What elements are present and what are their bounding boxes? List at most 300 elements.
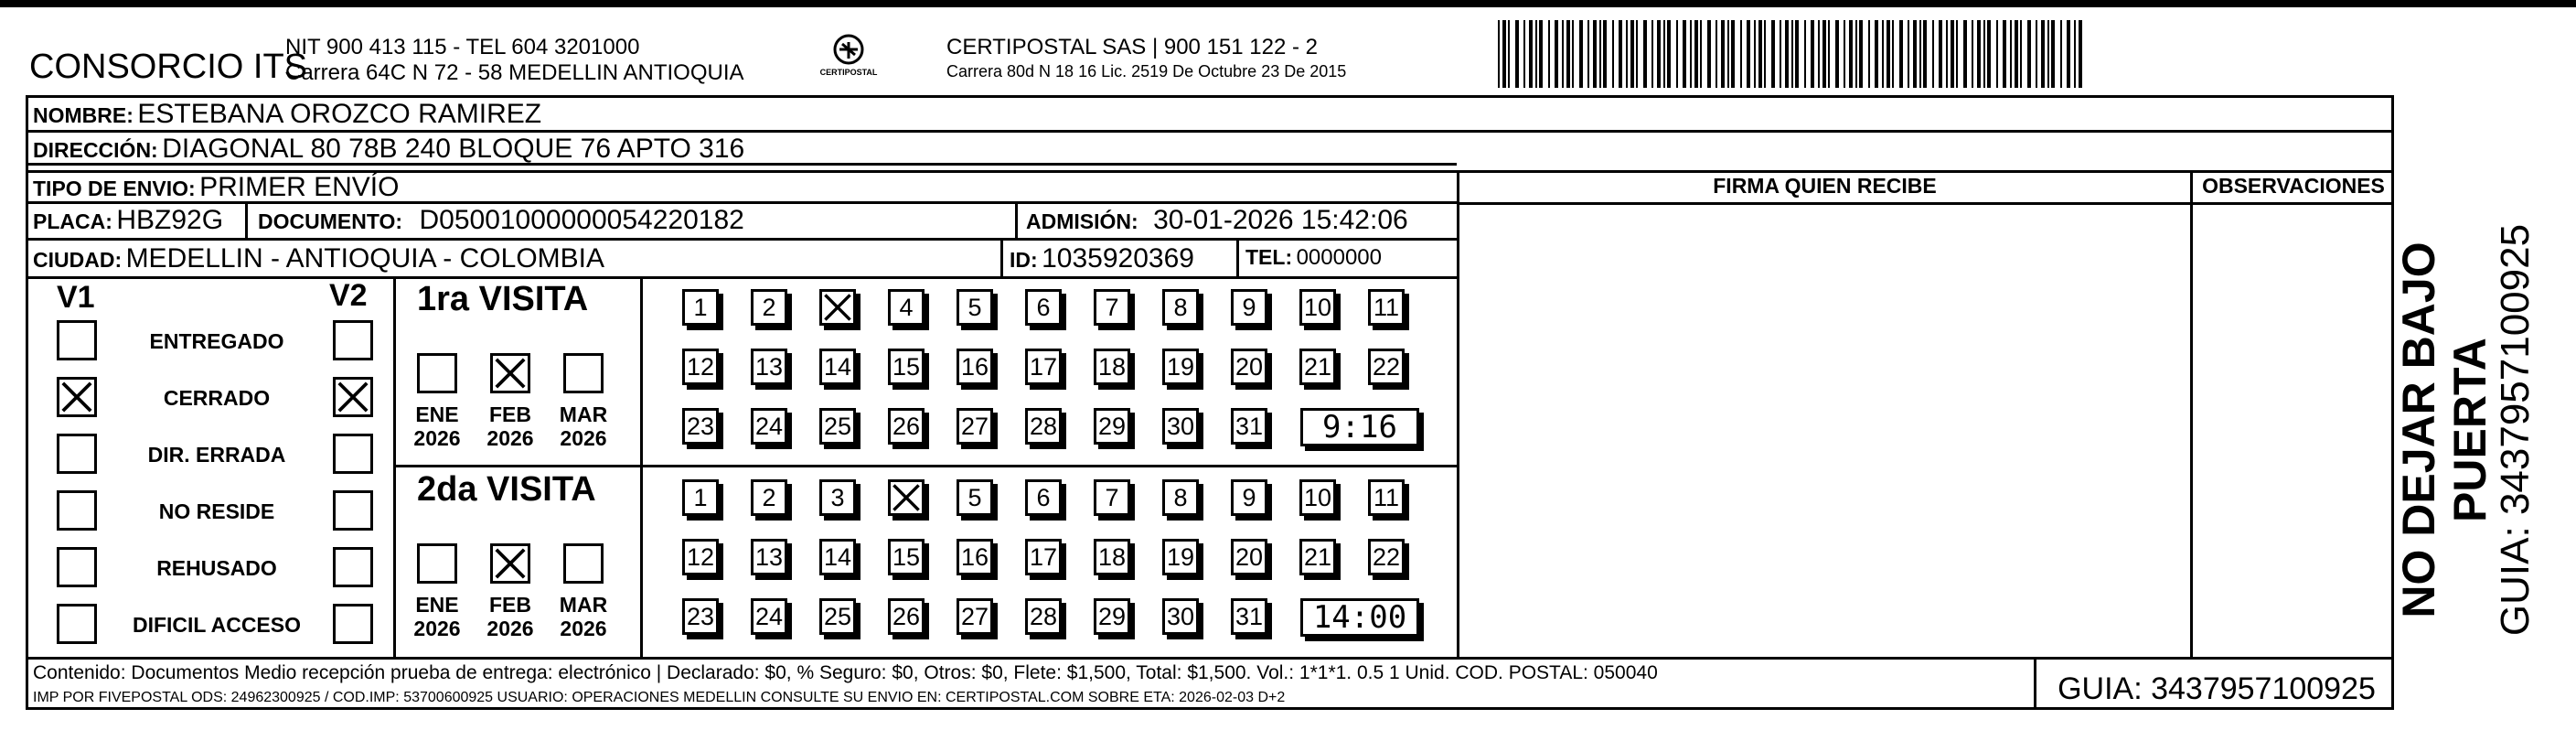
barcode-bar: [1535, 20, 1537, 88]
barcode-bar: [1859, 20, 1863, 88]
day-number: 24: [754, 603, 784, 630]
no-dejar-warning: NO DEJAR BAJO PUERTA: [2393, 242, 2496, 618]
day-box[interactable]: [751, 408, 787, 445]
barcode-bar: [1835, 20, 1839, 88]
visit-time-box[interactable]: 9:16: [1300, 408, 1419, 446]
barcode-bar: [1694, 20, 1698, 88]
barcode-bar: [1956, 20, 1958, 88]
row-sep: [26, 276, 1457, 279]
x-checkmark-icon: [493, 356, 528, 391]
day-number: 20: [1235, 543, 1264, 571]
day-number: 12: [686, 353, 715, 381]
day-number: 12: [686, 543, 715, 571]
barcode-bar: [1987, 20, 1991, 88]
barcode-bar: [1951, 20, 1954, 88]
company-nit: NIT 900 413 115 - TEL 604 3201000: [285, 35, 640, 59]
day-box[interactable]: [1162, 349, 1199, 385]
day-number: 17: [1029, 353, 1058, 381]
barcode-bar: [1515, 20, 1519, 88]
month-checkbox[interactable]: [563, 353, 604, 393]
barcode-bar: [2051, 20, 2055, 88]
placa-value: HBZ92G: [116, 205, 224, 235]
day-box[interactable]: [1162, 479, 1199, 516]
day-number: 10: [1303, 294, 1332, 321]
x-checkmark-icon: [891, 482, 922, 513]
day-number: 23: [686, 603, 715, 630]
x-checkmark-icon: [493, 546, 528, 581]
barcode-bar: [1791, 20, 1793, 88]
day-box[interactable]: [682, 349, 719, 385]
day-number: 15: [892, 543, 921, 571]
admision-value: 30-01-2026 15:42:06: [1153, 205, 1408, 235]
day-box[interactable]: [819, 408, 856, 445]
barcode-bar: [1579, 20, 1583, 88]
day-box[interactable]: [751, 598, 787, 635]
day-box[interactable]: [751, 479, 787, 516]
v1-checkbox[interactable]: [57, 547, 97, 587]
barcode-bar: [1498, 20, 1500, 88]
day-box[interactable]: [751, 539, 787, 575]
day-box[interactable]: [1162, 539, 1199, 575]
barcode-bar: [1740, 20, 1742, 88]
row-sep: [26, 238, 1457, 241]
barcode-bar: [1919, 20, 1921, 88]
placa-label: PLACA:: [33, 209, 112, 233]
barcode-bar: [1764, 20, 1766, 88]
v2-checkbox[interactable]: [333, 547, 373, 587]
barcode-bar: [1747, 20, 1750, 88]
barcode-bar: [1963, 20, 1967, 88]
month-caption: [556, 593, 611, 640]
day-number: 13: [754, 353, 784, 381]
barcode-bar: [1508, 20, 1510, 88]
day-box[interactable]: [888, 408, 925, 445]
barcode-bar: [1727, 20, 1729, 88]
day-number: 2: [762, 484, 776, 511]
tipo-row: [33, 172, 399, 203]
day-box[interactable]: [682, 598, 719, 635]
placa-row: [33, 205, 223, 236]
day-number: 26: [892, 413, 921, 440]
day-box[interactable]: [751, 349, 787, 385]
day-box[interactable]: [1025, 289, 1062, 326]
observaciones-header: OBSERVACIONES: [2202, 174, 2385, 198]
day-box[interactable]: [819, 479, 856, 516]
day-number: 3: [830, 484, 845, 511]
barcode-bar: [1868, 20, 1870, 88]
barcode-bar: [1849, 20, 1853, 88]
day-box[interactable]: [888, 479, 925, 516]
day-number: 4: [899, 294, 914, 321]
barcode-bar: [1548, 20, 1550, 88]
status-label: DIFICIL ACCESO: [132, 613, 301, 637]
col-sep: [1236, 240, 1239, 276]
tipo-value: PRIMER ENVÍO: [199, 172, 400, 202]
day-number: 5: [967, 294, 982, 321]
certipostal-logo: [812, 31, 885, 88]
day-number: 21: [1303, 543, 1332, 571]
month-label: ENE: [415, 403, 459, 426]
barcode-bar: [1630, 20, 1634, 88]
barcode-bar: [2060, 20, 2062, 88]
visit-title: 2da VISITA: [417, 470, 596, 509]
day-number: 18: [1097, 543, 1127, 571]
day-number: 16: [960, 353, 989, 381]
month-checkbox[interactable]: [563, 543, 604, 584]
month-label: FEB: [489, 403, 531, 426]
barcode-bar: [1636, 20, 1638, 88]
day-number: 27: [960, 413, 989, 440]
barcode-bar: [1676, 20, 1678, 88]
barcode-bar: [1811, 20, 1814, 88]
month-caption: [556, 403, 611, 450]
day-box[interactable]: [1094, 349, 1130, 385]
year-label: 2026: [560, 426, 607, 450]
barcode-bar: [1707, 20, 1711, 88]
barcode-bar: [1932, 20, 1934, 88]
barcode-bar: [2041, 20, 2045, 88]
status-label: ENTREGADO: [149, 329, 284, 353]
day-box[interactable]: [888, 349, 925, 385]
day-box[interactable]: [819, 539, 856, 575]
barcode-bar: [1529, 20, 1533, 88]
barcode-bar: [1804, 20, 1806, 88]
month-caption: [483, 593, 538, 640]
day-number: 2: [762, 294, 776, 321]
day-number: 7: [1105, 294, 1119, 321]
col-header-sep: [1457, 202, 2394, 205]
barcode-bar: [2079, 20, 2082, 88]
col-sep: [1000, 240, 1003, 276]
barcode-bar: [2074, 20, 2076, 88]
day-box[interactable]: [1368, 349, 1405, 385]
barcode-bar: [2020, 20, 2022, 88]
v1-checkbox[interactable]: [57, 604, 97, 644]
day-box[interactable]: [957, 539, 993, 575]
documento-row: [258, 205, 744, 236]
months-sep: [640, 276, 643, 657]
day-box[interactable]: [1094, 539, 1130, 575]
barcode-bar: [1683, 20, 1686, 88]
year-label: 2026: [413, 426, 461, 450]
day-box[interactable]: [1368, 539, 1405, 575]
barcode-bar: [1780, 20, 1781, 88]
firma-header: FIRMA QUIEN RECIBE: [1713, 174, 1937, 198]
day-box[interactable]: [1025, 479, 1062, 516]
tel-row: [1245, 245, 1382, 271]
month-checkbox[interactable]: [490, 543, 530, 584]
barcode-bar: [1887, 20, 1890, 88]
col-sep-firma: [1457, 170, 1459, 657]
month-caption: [410, 403, 465, 450]
day-box[interactable]: [1162, 598, 1199, 635]
x-checkmark-icon: [59, 380, 94, 414]
month-checkbox[interactable]: [490, 353, 530, 393]
v2-checkbox[interactable]: [333, 377, 373, 417]
footer-contenido: Contenido: Documentos Medio recepción prueba de entrega: electrónico | Declarado: $0, % Seguro: $0, Otros: $0, Flete: $1,500, Total: $1,500. Vol.: 1*1*1. 0.5 1 Unid. COD. POSTAL: 050040: [33, 662, 1658, 683]
day-box[interactable]: [1094, 289, 1130, 326]
barcode-bar: [2036, 20, 2037, 88]
day-number: 16: [960, 543, 989, 571]
col-sep-obs: [2190, 170, 2193, 657]
barcode-bar: [1502, 20, 1506, 88]
certipostal-logo-icon: [812, 31, 885, 88]
barcode-bar: [1555, 20, 1558, 88]
day-box[interactable]: [751, 289, 787, 326]
barcode-bar: [1562, 20, 1564, 88]
month-label: ENE: [415, 593, 459, 617]
day-number: 15: [892, 353, 921, 381]
v2-checkbox[interactable]: [333, 320, 373, 360]
documento-label: DOCUMENTO:: [258, 209, 403, 233]
day-box[interactable]: [957, 349, 993, 385]
day-number: 11: [1373, 294, 1400, 321]
day-number: 10: [1303, 484, 1332, 511]
barcode-bar: [1716, 20, 1717, 88]
day-box[interactable]: [1231, 479, 1267, 516]
day-box[interactable]: [1231, 289, 1267, 326]
month-label: MAR: [559, 593, 608, 617]
status-label: NO RESIDE: [158, 499, 275, 523]
barcode-bar: [1667, 20, 1671, 88]
v2-checkbox[interactable]: [333, 434, 373, 474]
direccion-label: DIRECCIÓN:: [33, 138, 158, 162]
side-text: [2393, 146, 2576, 695]
barcode-icon: [1498, 20, 2083, 88]
col-sep: [1015, 203, 1018, 238]
day-box[interactable]: [957, 289, 993, 326]
barcode-bar: [2010, 20, 2012, 88]
carrier-address: Carrera 80d N 18 16 Lic. 2519 De Octubre 23 De 2015: [946, 62, 1347, 81]
month-label: FEB: [489, 593, 531, 617]
carrier-name: CERTIPOSTAL SAS | 900 151 122 - 2: [946, 35, 1318, 59]
v1-checkbox[interactable]: [57, 490, 97, 531]
day-box[interactable]: [888, 598, 925, 635]
row-sep: [26, 657, 2394, 660]
day-box[interactable]: [819, 598, 856, 635]
day-box[interactable]: [1094, 408, 1130, 445]
nombre-value: ESTEBANA OROZCO RAMIREZ: [137, 99, 542, 129]
day-box[interactable]: [957, 479, 993, 516]
ciudad-value: MEDELLIN - ANTIOQUIA - COLOMBIA: [125, 243, 604, 274]
barcode-bar: [1603, 20, 1607, 88]
direccion-value: DIAGONAL 80 78B 240 BLOQUE 76 APTO 316: [162, 134, 745, 164]
day-box[interactable]: [1231, 349, 1267, 385]
day-number: 29: [1097, 603, 1127, 630]
day-number: 11: [1373, 484, 1400, 511]
v1-checkbox[interactable]: [57, 434, 97, 474]
status-label: DIR. ERRADA: [147, 443, 286, 467]
day-number: 7: [1105, 484, 1119, 511]
day-number: 27: [960, 603, 989, 630]
day-number: 18: [1097, 353, 1127, 381]
v2-checkbox[interactable]: [333, 490, 373, 531]
month-checkbox[interactable]: [417, 543, 457, 584]
barcode-bar: [1892, 20, 1894, 88]
day-box[interactable]: [1025, 539, 1062, 575]
barcode-bar: [1626, 20, 1628, 88]
barcode-bar: [1523, 20, 1525, 88]
day-box[interactable]: [1299, 289, 1336, 326]
footer-guia: GUIA: 3437957100925: [2058, 671, 2376, 706]
ciudad-label: CIUDAD:: [33, 248, 123, 272]
barcode-bar: [1946, 20, 1948, 88]
barcode-bar: [1754, 20, 1756, 88]
ciudad-row: [33, 243, 604, 274]
year-label: 2026: [486, 426, 534, 450]
admision-label: ADMISIÓN:: [1026, 209, 1138, 233]
year-label: 2026: [413, 617, 461, 640]
visit-sep: [393, 465, 1457, 467]
v1-checkbox[interactable]: [57, 320, 97, 360]
barcode-bar: [1700, 20, 1702, 88]
barcode-bar: [1828, 20, 1830, 88]
barcode-bar: [1882, 20, 1884, 88]
barcode-bar: [1795, 20, 1799, 88]
barcode-bar: [1690, 20, 1692, 88]
barcode-bar: [1899, 20, 1903, 88]
day-box[interactable]: [682, 408, 719, 445]
barcode-bar: [1844, 20, 1845, 88]
footer-imp: IMP POR FIVEPOSTAL ODS: 24962300925 / COD.IMP: 53700600925 USUARIO: OPERACIONES MEDELLIN CONSULTE SU ENVIO EN: CERTIPOSTAL.COM SOBRE ETA: 2026-02-03 D+2: [33, 690, 1286, 705]
barcode-bar: [2015, 20, 2018, 88]
barcode-bar: [1657, 20, 1661, 88]
day-number: 9: [1242, 484, 1256, 511]
day-box[interactable]: [1368, 289, 1405, 326]
barcode-bar: [1972, 20, 1973, 88]
nombre-label: NOMBRE:: [33, 103, 134, 127]
day-box[interactable]: [1094, 598, 1130, 635]
day-box[interactable]: [1231, 539, 1267, 575]
day-box[interactable]: [1162, 408, 1199, 445]
status-label: REHUSADO: [156, 556, 277, 580]
day-number: 19: [1166, 353, 1195, 381]
day-number: 28: [1029, 603, 1058, 630]
day-box[interactable]: [1368, 479, 1405, 516]
barcode-bar: [1566, 20, 1570, 88]
day-number: 1: [693, 484, 708, 511]
tipo-label: TIPO DE ENVIO:: [33, 177, 196, 200]
row-sep: [26, 130, 2394, 133]
v1-checkbox[interactable]: [57, 377, 97, 417]
day-box[interactable]: [957, 598, 993, 635]
day-box[interactable]: [888, 289, 925, 326]
day-number: 25: [823, 413, 852, 440]
footer-guia-sep: [2034, 657, 2036, 710]
v2-label: V2: [329, 278, 368, 313]
day-number: 6: [1036, 294, 1051, 321]
v2-checkbox[interactable]: [333, 604, 373, 644]
barcode-bar: [1572, 20, 1574, 88]
day-box[interactable]: [1231, 598, 1267, 635]
day-box[interactable]: [1299, 479, 1336, 516]
day-number: 6: [1036, 484, 1051, 511]
day-box[interactable]: [819, 349, 856, 385]
barcode-bar: [1758, 20, 1762, 88]
day-number: 1: [693, 294, 708, 321]
day-box[interactable]: [682, 289, 719, 326]
barcode-bar: [1996, 20, 1998, 88]
day-box[interactable]: [819, 289, 856, 326]
day-box[interactable]: [1162, 289, 1199, 326]
day-number: 8: [1173, 294, 1188, 321]
documento-value: D05001000000054220182: [419, 205, 744, 235]
barcode-bar: [1721, 20, 1725, 88]
day-box[interactable]: [888, 539, 925, 575]
barcode-bar: [1539, 20, 1543, 88]
barcode-bar: [1855, 20, 1857, 88]
day-number: 25: [823, 603, 852, 630]
day-number: 30: [1166, 603, 1195, 630]
barcode-bar: [1593, 20, 1597, 88]
company-name: CONSORCIO ITS: [29, 48, 308, 86]
barcode-bar: [2027, 20, 2031, 88]
barcode-bar: [1923, 20, 1927, 88]
day-box[interactable]: [957, 408, 993, 445]
day-number: 28: [1029, 413, 1058, 440]
barcode-bar: [1785, 20, 1789, 88]
day-box[interactable]: [682, 539, 719, 575]
x-checkmark-icon: [336, 380, 370, 414]
barcode-bar: [1977, 20, 1981, 88]
id-value: 1035920369: [1042, 243, 1194, 274]
day-number: 26: [892, 603, 921, 630]
month-checkbox[interactable]: [417, 353, 457, 393]
day-number: 17: [1029, 543, 1058, 571]
barcode-bar: [1599, 20, 1601, 88]
day-number: 22: [1372, 543, 1401, 571]
barcode: [1498, 20, 2083, 88]
day-number: 31: [1235, 603, 1264, 630]
day-box[interactable]: [1025, 349, 1062, 385]
barcode-bar: [1663, 20, 1665, 88]
tel-value: 0000000: [1296, 245, 1382, 270]
day-number: 13: [754, 543, 784, 571]
logo-text: CERTIPOSTAL: [819, 68, 878, 77]
day-number: 14: [823, 543, 852, 571]
col-sep: [245, 203, 248, 238]
barcode-bar: [1822, 20, 1826, 88]
day-number: 8: [1173, 484, 1188, 511]
day-number: 23: [686, 413, 715, 440]
barcode-bar: [1908, 20, 1909, 88]
month-caption: [410, 593, 465, 640]
status-label: CERRADO: [163, 386, 271, 410]
day-box[interactable]: [1231, 408, 1267, 445]
id-row: [1010, 243, 1194, 274]
day-box[interactable]: [1299, 349, 1336, 385]
barcode-bar: [1651, 20, 1653, 88]
day-box[interactable]: [682, 479, 719, 516]
tel-label: TEL:: [1245, 245, 1293, 269]
barcode-bar: [2067, 20, 2070, 88]
day-number: 24: [754, 413, 784, 440]
side-guia: GUIA: 3437957100925: [2493, 223, 2538, 637]
day-number: 20: [1235, 353, 1264, 381]
visit-time-box[interactable]: 14:00: [1300, 598, 1419, 637]
day-box[interactable]: [1299, 539, 1336, 575]
barcode-bar: [1643, 20, 1647, 88]
barcode-bar: [1731, 20, 1735, 88]
day-box[interactable]: [1094, 479, 1130, 516]
v1-label: V1: [57, 280, 95, 315]
visit-title: 1ra VISITA: [417, 280, 589, 318]
direccion-row: [33, 134, 744, 165]
barcode-bar: [1771, 20, 1775, 88]
day-number: 5: [967, 484, 982, 511]
day-box[interactable]: [1025, 408, 1062, 445]
day-box[interactable]: [1025, 598, 1062, 635]
